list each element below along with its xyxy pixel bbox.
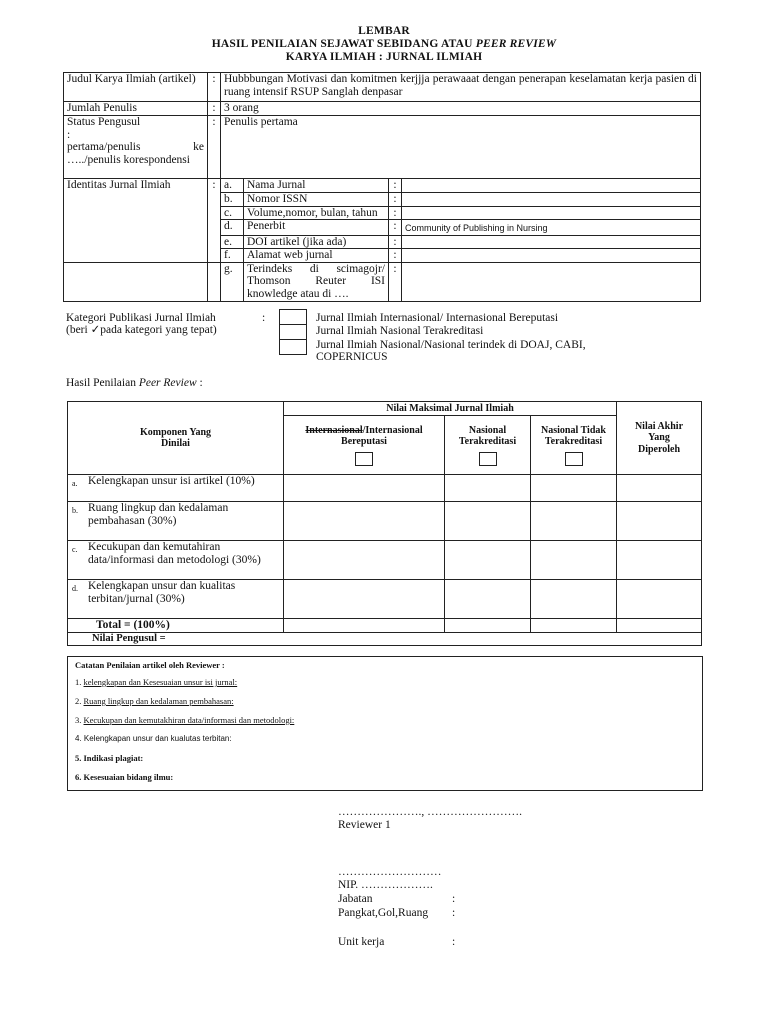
score-table [67,401,702,646]
score-cell[interactable] [617,580,702,619]
score-row-label [68,580,284,619]
jurnal-letter: a. [221,179,244,193]
hasil-penilaian-label [66,377,203,389]
note-item-3 [75,715,294,725]
score-row-label [68,502,284,541]
colon: : [389,262,402,301]
judul-label: Judul Karya Ilmiah (artikel) [64,73,208,102]
colon: : [389,235,402,249]
score-header-row-1 [68,402,702,416]
note-text: Ruang lingkup dan kedalaman pembahasan: [83,696,234,706]
colon: : [208,116,221,179]
colon: : [389,249,402,263]
nilai-max-header: Nilai Maksimal Jurnal Ilmiah [284,402,617,416]
score-cell[interactable] [445,475,531,502]
kategori-label-2: (beri ✓pada kategori yang tepat) [66,324,217,336]
jurnal-item-label: Terindeks di scimagojr/ Thomson Reuter ISI knowledge atau di …. [244,262,389,301]
status-label: Status Pengusul [67,116,141,128]
score-cell[interactable] [445,541,531,580]
reviewer-notes-box[interactable] [67,656,703,791]
identity-table [63,72,701,302]
status-sub1: : [67,128,71,141]
score-row-b [68,502,702,541]
jurnal-item-value [402,249,701,263]
score-cell[interactable] [284,541,445,580]
hasil-label-italic: Peer Review [138,377,197,389]
kategori-label-1: Kategori Publikasi Jurnal Ilmiah [66,312,216,324]
colon: : [389,193,402,207]
pangkat-colon: : [452,907,456,919]
score-cell[interactable] [284,580,445,619]
row-judul [64,73,701,102]
doc-title-hasil [0,38,768,51]
jabatan-label: Jabatan [338,893,373,905]
jurnal-item-value [402,206,701,220]
score-cell[interactable] [284,619,445,633]
score-cell[interactable] [531,580,617,619]
note-item-1 [75,677,237,687]
jurnal-item-label: Penerbit [244,220,389,236]
doc-title-karya: KARYA ILMIAH : JURNAL ILMIAH [285,51,483,63]
score-cell[interactable] [617,541,702,580]
total-label: Total = (100%) [68,619,284,633]
empty-cell [64,262,208,301]
hasil-label-colon: : [196,377,203,389]
jurnal-letter: e. [221,235,244,249]
hasil-label-text: Hasil Penilaian [66,377,139,389]
score-row-c [68,541,702,580]
score-cell[interactable] [617,475,702,502]
unit-kerja-label: Unit kerja [338,936,385,948]
nilai-pengusul-label: Nilai Pengusul = [68,632,702,646]
kategori-checkbox-nasional-akreditasi[interactable] [279,324,307,340]
jumlah-value: 3 orang [221,102,701,116]
row-text: Ruang lingkup dan kedalaman pembahasan (30%) [88,502,229,527]
kategori-option-2: Jurnal Ilmiah Nasional Terakreditasi [316,325,484,337]
row-status [64,116,701,179]
jurnal-row-a [64,179,701,193]
kategori-colon: : [262,312,266,324]
row-letter: b. [72,506,78,515]
col-intl-strike: Internasional [305,424,363,436]
jurnal-letter: b. [221,193,244,207]
note-num: 6. [75,772,82,782]
score-row-nilai-pengusul [68,632,702,646]
note-num: 2. [75,696,82,706]
score-cell[interactable] [284,502,445,541]
status-sub2: pertama/penulis ke …../penulis korespondensi [67,141,204,166]
col-nasional-akreditasi [445,416,531,475]
colon: : [389,179,402,193]
doc-title-hasil-text: HASIL PENILAIAN SEJAWAT SEBIDANG ATAU [211,38,476,50]
note-text: Kelengkapan unsur dan kualutas terbitan: [83,734,232,743]
score-cell[interactable] [531,619,617,633]
score-cell[interactable] [617,502,702,541]
score-row-total [68,619,702,633]
jurnal-item-label: Alamat web jurnal [244,249,389,263]
row-text: Kelengkapan unsur dan kualitas terbitan/jurnal (30%) [88,580,236,605]
nilai-akhir-header: Nilai Akhir Yang Diperoleh [617,402,702,475]
note-item-2 [75,696,234,706]
score-cell[interactable] [445,580,531,619]
note-text: kelengkapan dan Kesesuaian unsur isi jurnal: [83,677,238,687]
note-num: 1. [75,677,82,687]
col-internasional [284,416,445,475]
jurnal-item-value [402,235,701,249]
col-nas-tidak-label: Nasional Tidak Terakreditasi [541,424,606,447]
jurnal-row-g [64,262,701,301]
score-row-d [68,580,702,619]
row-jumlah [64,102,701,116]
note-text: Kecukupan dan kemutakhiran data/informasi dan metodologi: [83,715,295,725]
status-value: Penulis pertama [221,116,701,179]
note-item-4 [75,734,232,743]
score-cell[interactable] [531,541,617,580]
note-num: 4. [75,734,82,743]
jurnal-item-value [402,262,701,301]
penerbit-value: Community of Publishing in Nursing [402,220,701,236]
score-row-label [68,541,284,580]
row-letter: a. [72,479,78,488]
checkbox-nasional-tidak[interactable] [565,452,583,466]
judul-value: Hubbbungan Motivasi dan komitmen kerjjja perawaaat dengan penerapan keselamatan kerja pasien di ruang intensif RSUP Sanglah denpasar [221,73,701,102]
pangkat-label: Pangkat,Gol,Ruang [338,907,429,919]
jurnal-item-value [402,193,701,207]
kategori-checkbox-internasional[interactable] [279,309,307,325]
doc-title-lembar: LEMBAR [358,25,410,37]
colon: : [389,220,402,236]
row-letter: d. [72,584,78,593]
jurnal-item-value [402,179,701,193]
colon: : [208,102,221,116]
jurnal-item-label: DOI artikel (jika ada) [244,235,389,249]
status-label-cell [64,116,208,179]
score-cell[interactable] [284,475,445,502]
jurnal-item-label: Volume,nomor, bulan, tahun [244,206,389,220]
note-text: Kesesuaian bidang ilmu: [83,772,174,782]
score-row-a [68,475,702,502]
nip-label: NIP. ………………. [338,879,433,891]
colon: : [208,73,221,102]
score-row-label [68,475,284,502]
row-text: Kelengkapan unsur isi artikel (10%) [88,475,255,487]
signature-name-dots: ……………………… [338,866,442,878]
jumlah-label: Jumlah Penulis [64,102,208,116]
jurnal-letter: f. [221,249,244,263]
kategori-label [66,312,266,336]
score-cell[interactable] [617,619,702,633]
checkbox-internasional[interactable] [355,452,373,466]
checkbox-nasional-akreditasi[interactable] [479,452,497,466]
jurnal-letter: g. [221,262,244,301]
row-text: Kecukupan dan kemutahiran data/informasi dan metodologi (30%) [88,541,261,566]
jurnal-label: Identitas Jurnal Ilmiah [64,179,208,263]
row-letter: c. [72,545,78,554]
place-date-line: …………………., ……………………. [338,806,522,818]
empty-cell [208,262,221,301]
note-item-6 [75,772,173,782]
colon: : [208,179,221,263]
note-num: 5. [75,753,82,763]
score-cell[interactable] [531,475,617,502]
komponen-header: Komponen Yang Dinilai [68,402,284,475]
kategori-option-1: Jurnal Ilmiah Internasional/ Internasional Bereputasi [316,312,559,324]
colon: : [389,206,402,220]
note-text: Indikasi plagiat: [83,753,144,763]
doc-title-peer-review: PEER REVIEW [475,38,557,50]
reviewer-label: Reviewer 1 [338,819,391,831]
jabatan-colon: : [452,893,456,905]
col-nas-akr-label: Nasional Terakreditasi [458,424,517,447]
note-item-5 [75,753,143,763]
jurnal-letter: c. [221,206,244,220]
score-cell[interactable] [445,619,531,633]
col-intl-rest: /Internasional Bereputasi [341,424,423,447]
score-cell[interactable] [445,502,531,541]
col-nasional-tidak [531,416,617,475]
jurnal-item-label: Nomor ISSN [244,193,389,207]
kategori-checkbox-nasional-terindek[interactable] [279,339,307,355]
score-cell[interactable] [531,502,617,541]
notes-title: Catatan Penilaian artikel oleh Reviewer : [75,660,225,670]
jurnal-letter: d. [221,220,244,236]
kategori-option-3: Jurnal Ilmiah Nasional/Nasional terindek di DOAJ, CABI, COPERNICUS [316,339,586,363]
note-num: 3. [75,715,82,725]
jurnal-item-label: Nama Jurnal [244,179,389,193]
unit-kerja-colon: : [452,936,456,948]
